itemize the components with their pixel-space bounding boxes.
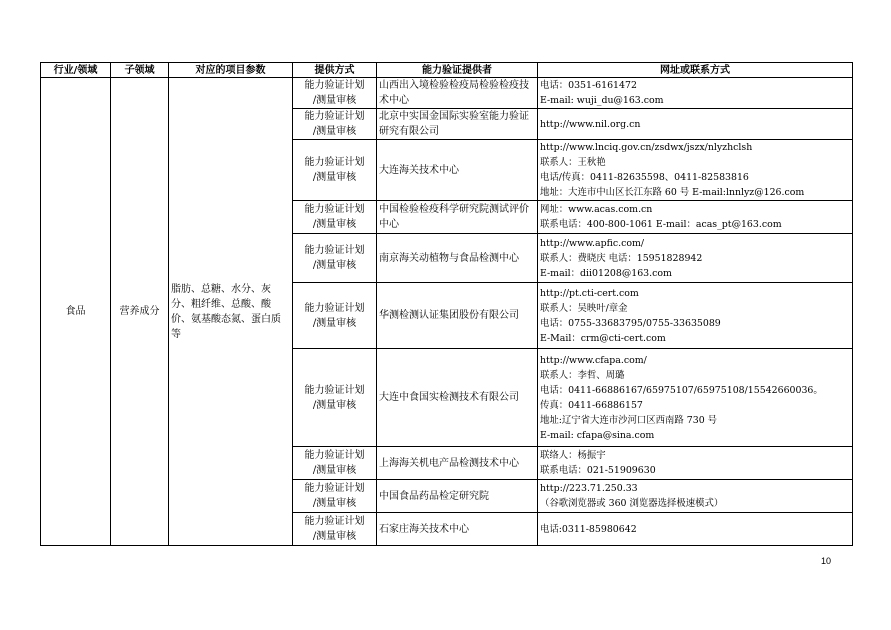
method-line: /测量审核 [312, 172, 357, 183]
method-line: 能力验证计划 [304, 483, 365, 494]
method-line: /测量审核 [312, 317, 357, 329]
provider-cell: 山西出入境检验检疫局检验检疫技术中心 [377, 78, 538, 109]
method-line: 能力验证计划 [304, 157, 365, 168]
contact-line: 传真：0411-66886157 [540, 399, 643, 411]
contact-url[interactable]: http://pt.cti-cert.com [540, 287, 639, 299]
method-cell [293, 234, 377, 283]
provider-cell: 南京海关动植物与食品检测中心 [377, 234, 538, 283]
contact-line: E-mail: cfapa@sina.com [540, 429, 655, 441]
method-line: 能力验证计划 [304, 245, 365, 256]
contact-line: 电话：0351-6161472 [540, 80, 637, 91]
method-line: 能力验证计划 [304, 80, 365, 91]
provider-cell: 大连海关技术中心 [377, 140, 538, 201]
contact-line: 联络人：杨振宇 [540, 450, 606, 461]
method-line: 能力验证计划 [304, 384, 365, 396]
contact-url[interactable]: http://www.apfic.com/ [540, 237, 645, 249]
contact-line: 网址：www.acas.com.cn [540, 204, 653, 215]
provider-cell: 大连中食国实检测技术有限公司 [377, 349, 538, 447]
contact-url[interactable]: http://www.cfapa.com/ [540, 354, 647, 366]
contact-cell [538, 513, 853, 546]
method-line: 能力验证计划 [304, 204, 365, 215]
contact-line: 电话:0311-85980642 [540, 523, 637, 535]
provider-cell: 上海海关机电产品检测技术中心 [377, 447, 538, 480]
table-row [41, 78, 853, 109]
contact-line: E-mail: wuji_du@163.com [540, 95, 664, 106]
contact-line: 地址:辽宁省大连市沙河口区西南路 730 号 [540, 414, 718, 426]
method-cell [293, 201, 377, 234]
header-contact: 网址或联系方式 [538, 63, 853, 78]
method-cell [293, 78, 377, 109]
contact-url[interactable]: http://223.71.250.33 [540, 483, 638, 494]
method-cell [293, 283, 377, 349]
method-line: 能力验证计划 [304, 302, 365, 314]
industry-cell: 食品 [41, 78, 111, 546]
contact-url[interactable]: http://www.nil.org.cn [540, 118, 641, 130]
method-cell [293, 447, 377, 480]
method-line: /测量审核 [312, 465, 357, 476]
header-subfield: 子领域 [111, 63, 169, 78]
method-line: 能力验证计划 [304, 450, 365, 461]
method-line: /测量审核 [312, 219, 357, 230]
contact-cell [538, 234, 853, 283]
contact-cell [538, 480, 853, 513]
contact-line: 联系人：费晓庆 电话：15951828942 [540, 252, 703, 264]
method-cell [293, 480, 377, 513]
proficiency-table [40, 62, 853, 546]
contact-line: 联系人：吴映叶/章金 [540, 302, 628, 314]
header-params: 对应的项目参数 [169, 63, 293, 78]
provider-cell: 华测检测认证集团股份有限公司 [377, 283, 538, 349]
contact-line: E-Mail：crm@cti-cert.com [540, 332, 666, 344]
contact-line: 电话/传真：0411-82635598、0411-82583816 [540, 172, 749, 183]
contact-line: 联系人：李哲、周璐 [540, 369, 625, 381]
contact-line: E-mail：dii01208@163.com [540, 267, 672, 279]
provider-cell: 中国检验检疫科学研究院测试评价中心 [377, 201, 538, 234]
contact-cell [538, 140, 853, 201]
provider-cell: 北京中实国金国际实验室能力验证研究有限公司 [377, 109, 538, 140]
contact-cell [538, 283, 853, 349]
header-industry: 行业/领域 [41, 63, 111, 78]
contact-line: 电话：0411-66886167/65975107/65975108/15542660036。 [540, 384, 823, 396]
contact-cell [538, 78, 853, 109]
page-number: 10 [820, 556, 831, 566]
method-line: /测量审核 [312, 531, 357, 542]
subfield-cell: 营养成分 [111, 78, 169, 546]
method-cell [293, 109, 377, 140]
contact-cell [538, 201, 853, 234]
method-cell [293, 349, 377, 447]
method-line: /测量审核 [312, 399, 357, 411]
header-provider: 能力验证提供者 [377, 63, 538, 78]
contact-line: （谷歌浏览器或 360 浏览器选择极速模式） [540, 498, 724, 509]
contact-line: 地址：大连市中山区长江东路 60 号 E-mail:lnnlyz@126.com [540, 187, 805, 198]
method-line: 能力验证计划 [304, 516, 365, 527]
table-header-row [41, 63, 853, 78]
contact-cell [538, 349, 853, 447]
method-cell [293, 513, 377, 546]
contact-line: 联系电话：400-800-1061 E-mail：acas_pt@163.com [540, 219, 782, 230]
method-line: 能力验证计划 [304, 111, 365, 122]
method-line: /测量审核 [312, 260, 357, 271]
params-cell: 脂肪、总糖、水分、灰分、粗纤维、总酸、酸价、氨基酸态氮、蛋白质等 [169, 78, 293, 546]
method-line: /测量审核 [312, 95, 357, 106]
contact-cell [538, 109, 853, 140]
method-line: /测量审核 [312, 126, 357, 137]
contact-url[interactable]: http://www.lnciq.gov.cn/zsdwx/jszx/nlyzhclsh [540, 142, 753, 153]
header-method: 提供方式 [293, 63, 377, 78]
method-cell [293, 140, 377, 201]
method-line: /测量审核 [312, 498, 357, 509]
contact-line: 联系人：王秋艳 [540, 157, 606, 168]
contact-line: 电话：0755-33683795/0755-33635089 [540, 317, 721, 329]
provider-cell: 石家庄海关技术中心 [377, 513, 538, 546]
contact-cell [538, 447, 853, 480]
contact-line: 联系电话：021-51909630 [540, 465, 656, 476]
provider-cell: 中国食品药品检定研究院 [377, 480, 538, 513]
